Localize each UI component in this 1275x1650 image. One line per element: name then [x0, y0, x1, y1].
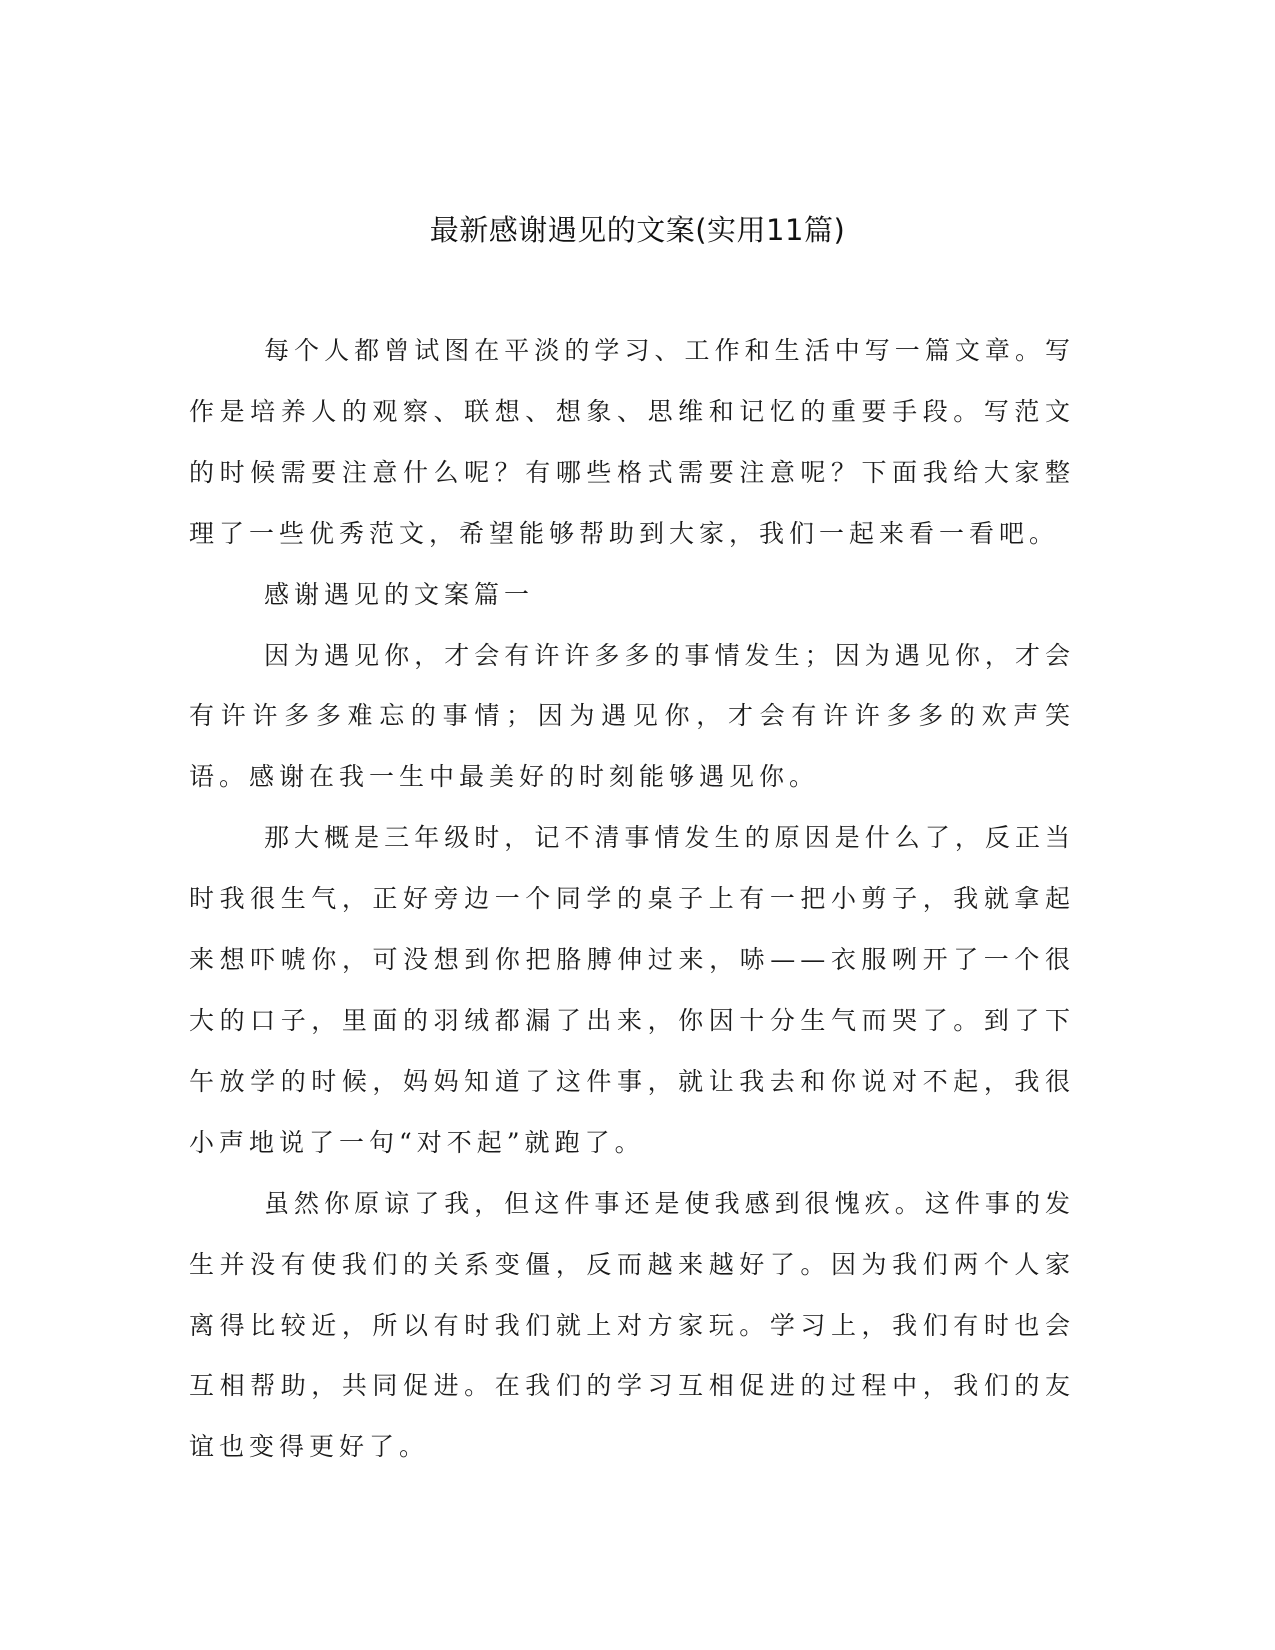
document-body — [189, 321, 1075, 1478]
section-heading: 感谢遇见的文案篇一 — [264, 579, 535, 609]
body-paragraph: 因为遇见你，才会有许许多多的事情发生；因为遇见你，才会有许许多多难忘的事情；因为遇见你，才会有许许多多的欢声笑语。感谢在我一生中最美好的时刻能够遇见你。 — [189, 640, 1075, 792]
document-title: 最新感谢遇见的文案(实用11篇) — [429, 213, 846, 247]
intro-paragraph: 每个人都曾试图在平淡的学习、工作和生活中写一篇文章。写作是培养人的观察、联想、想象、思维和记忆的重要手段。写范文的时候需要注意什么呢？有哪些格式需要注意呢？下面我给大家整理了一些优秀范文，希望能够帮助到大家，我们一起来看一看吧。 — [189, 336, 1075, 548]
body-paragraph: 那大概是三年级时，记不清事情发生的原因是什么了，反正当时我很生气，正好旁边一个同学的桌子上有一把小剪子，我就拿起来想吓唬你，可没想到你把胳膊伸过来，哧——衣服咧开了一个很大的口子，里面的羽绒都漏了出来，你因十分生气而哭了。到了下午放学的时候，妈妈知道了这件事，就让我去和你说对不起，我很小声地说了一句“对不起”就跑了。 — [189, 823, 1075, 1157]
body-paragraph: 虽然你原谅了我，但这件事还是使我感到很愧疚。这件事的发生并没有使我们的关系变僵，反而越来越好了。因为我们两个人家离得比较近，所以有时我们就上对方家玩。学习上，我们有时也会互相帮助，共同促进。在我们的学习互相促进的过程中，我们的友谊也变得更好了。 — [189, 1188, 1075, 1462]
